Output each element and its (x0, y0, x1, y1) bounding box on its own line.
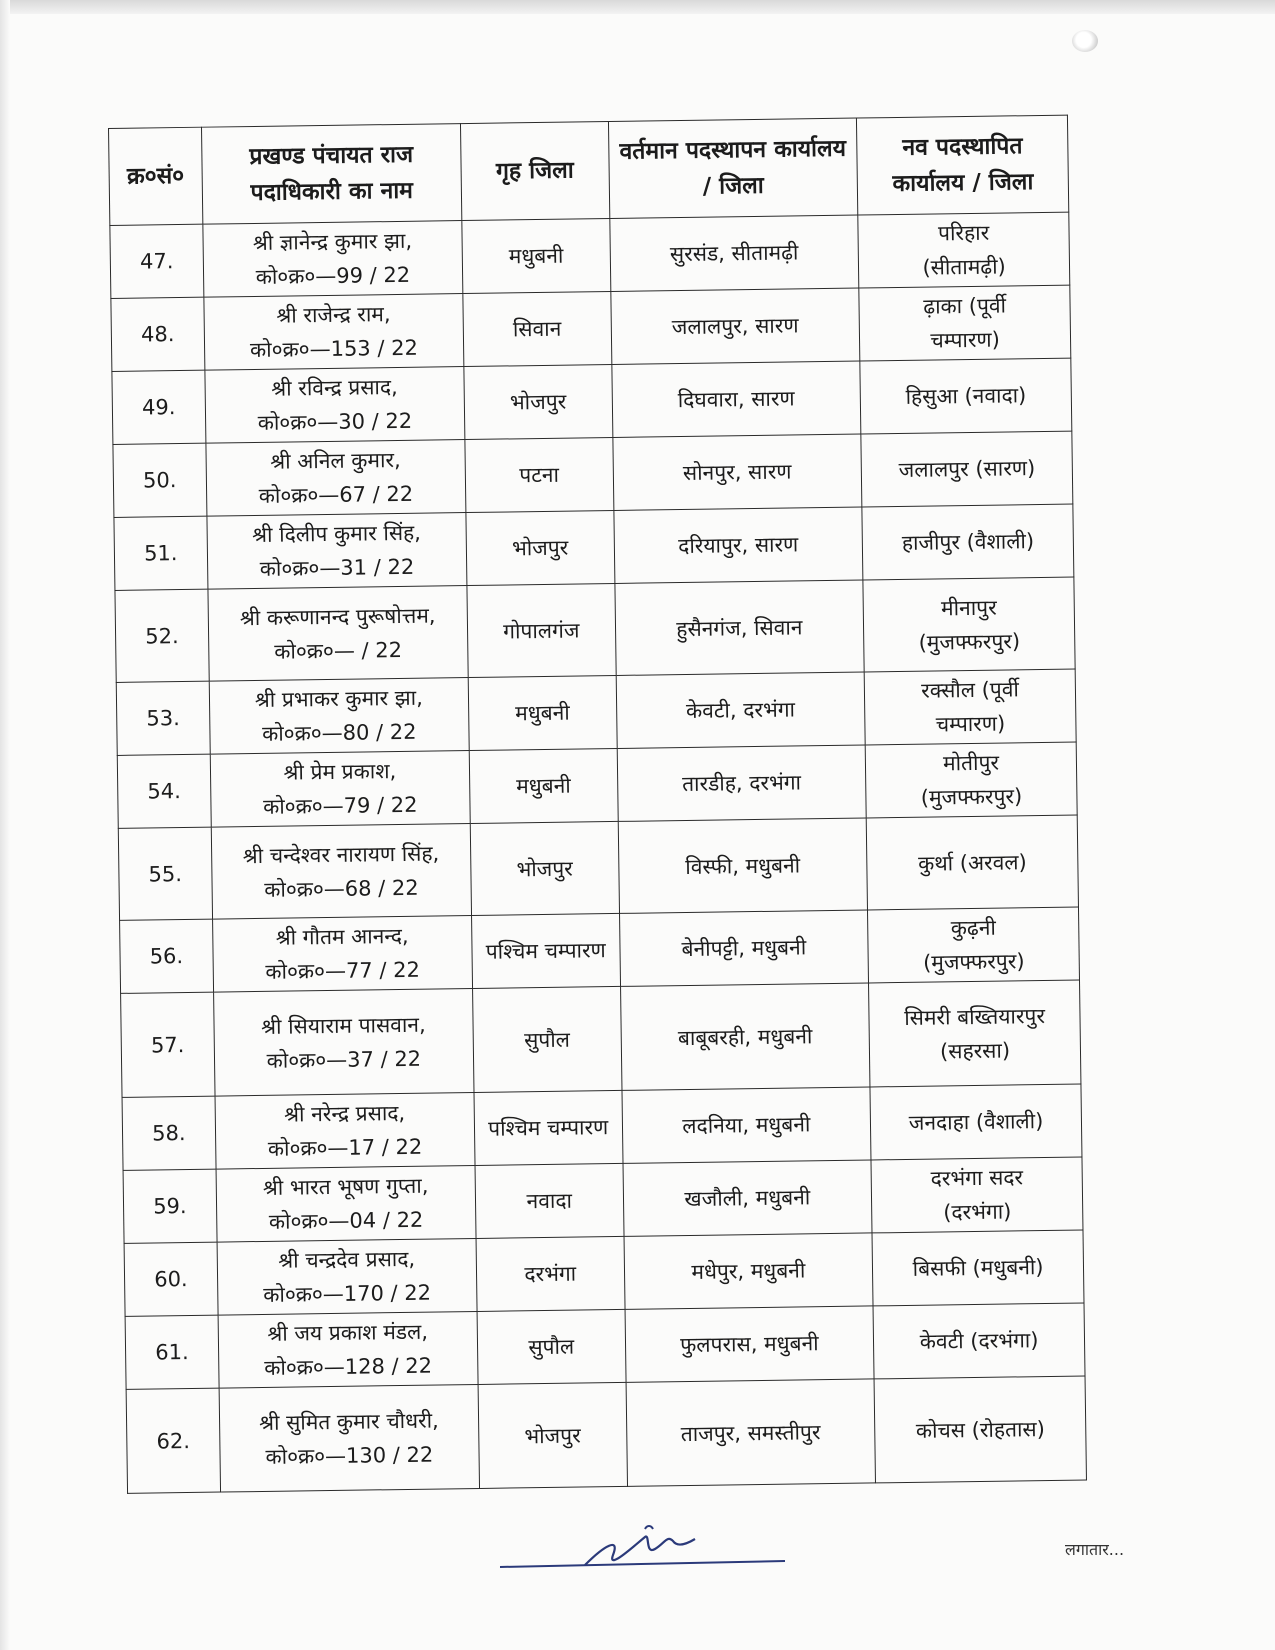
table-row (117, 742, 1077, 828)
cell-new-posting (869, 980, 1081, 1087)
cell-new-posting (865, 742, 1077, 818)
cell-new-posting (864, 669, 1076, 745)
cell-current-posting: ताजपुर, समस्तीपुर (626, 1379, 876, 1486)
header-current-posting: वर्तमान पदस्थापन कार्यालय / जिला (608, 118, 858, 218)
cell-officer (212, 916, 472, 993)
officer-code: को०क्र०—17 / 22 (267, 1134, 423, 1161)
new-posting-line2: चम्पारण) (930, 327, 1000, 353)
cell-sno: 47. (110, 224, 204, 298)
officer-code: को०क्र०— / 22 (274, 637, 403, 664)
new-posting-line2: (मुजफ्फरपुर) (922, 949, 1025, 975)
officer-code: को०क्र०—67 / 22 (258, 481, 414, 508)
new-posting-line1: कुढ़नी (950, 915, 997, 941)
cell-new-posting (871, 1157, 1083, 1233)
new-posting-line2: (मुजफ्फरपुर) (920, 784, 1023, 810)
officer-name: श्री सुमित कुमार चौधरी, (258, 1408, 439, 1435)
cell-home-district: मधुबनी (468, 675, 617, 750)
header-sno: क्र०सं० (109, 127, 203, 225)
cell-sno: 54. (117, 754, 211, 828)
new-posting-line1: रक्सौल (पूर्वी (921, 677, 1020, 703)
table-row (121, 980, 1081, 1097)
cell-sno: 50. (113, 443, 207, 517)
table-row (124, 1230, 1084, 1316)
officer-name: श्री राजेन्द्र राम, (276, 302, 391, 328)
officer-code: को०क्र०—68 / 22 (264, 875, 419, 902)
header-new-posting: नव पदस्थापित कार्यालय / जिला (857, 115, 1069, 215)
officer-code: को०क्र०—04 / 22 (268, 1207, 424, 1234)
officer-name: श्री रविन्द्र प्रसाद, (271, 374, 398, 401)
cell-new-posting (873, 1303, 1085, 1379)
cell-new-posting (866, 815, 1078, 910)
officer-code: को०क्र०—79 / 22 (262, 792, 418, 819)
cell-home-district: भोजपुर (478, 1382, 627, 1488)
cell-new-posting (872, 1230, 1084, 1306)
cell-home-district: दरभंगा (476, 1236, 625, 1311)
new-posting-line2: चम्पारण) (935, 711, 1006, 737)
cell-home-district: भोजपुर (466, 510, 615, 585)
cell-new-posting (860, 358, 1072, 434)
new-posting-line1: परिहार (937, 220, 990, 246)
cell-new-posting (863, 577, 1075, 672)
cell-current-posting: दिघवारा, सारण (611, 361, 861, 437)
new-posting-line1: बिसफी (मधुबनी) (912, 1255, 1044, 1281)
cell-officer (213, 988, 474, 1096)
officer-code: को०क्र०—77 / 22 (265, 957, 420, 984)
cell-sno: 57. (121, 992, 215, 1097)
cell-officer (210, 751, 470, 828)
officer-code: को०क्र०—170 / 22 (263, 1280, 432, 1307)
officer-name: श्री जय प्रकाश मंडल, (267, 1319, 429, 1346)
cell-officer (206, 440, 466, 517)
new-posting-line1: जलालपुर (सारण) (898, 456, 1036, 482)
table-row (118, 815, 1078, 920)
officer-name: श्री अनिल कुमार, (270, 447, 401, 474)
cell-current-posting: सुरसंड, सीतामढ़ी (609, 215, 859, 291)
cell-home-district: मधुबनी (462, 219, 611, 294)
officer-code: को०क्र०—80 / 22 (261, 719, 417, 746)
cell-current-posting: लदनिया, मधुबनी (621, 1087, 871, 1163)
cell-sno: 48. (111, 297, 205, 371)
punch-hole (1072, 30, 1098, 52)
officer-name: श्री नरेन्द्र प्रसाद, (284, 1100, 406, 1127)
cell-home-district: पश्चिम चम्पारण (474, 1090, 623, 1165)
new-posting-line1: जनदाहा (वैशाली) (908, 1109, 1044, 1135)
new-posting-line1: कुर्था (अरवल) (917, 849, 1027, 876)
cell-new-posting (861, 431, 1073, 507)
cell-current-posting: खजौली, मधुबनी (623, 1160, 873, 1236)
cell-home-district: नवादा (475, 1163, 624, 1238)
cell-officer (207, 513, 467, 590)
new-posting-line1: दरभंगा सदर (930, 1165, 1024, 1191)
cell-current-posting: बेनीपट्टी, मधुबनी (619, 910, 869, 986)
cell-new-posting (862, 504, 1074, 580)
new-posting-line2: (सीतामढ़ी) (922, 254, 1006, 280)
header-home-district: गृह जिला (460, 122, 609, 221)
cell-sno: 49. (112, 370, 206, 444)
new-posting-line1: हिसुआ (नवादा) (905, 383, 1027, 409)
cell-sno: 51. (114, 516, 208, 590)
officer-name: श्री ज्ञानेन्द्र कुमार झा, (252, 228, 413, 255)
cell-home-district: सुपौल (473, 986, 622, 1092)
cell-current-posting: सोनपुर, सारण (612, 434, 862, 510)
cell-home-district: भोजपुर (470, 821, 619, 915)
table-row (114, 504, 1074, 590)
cell-officer (203, 221, 463, 298)
continued-note: लगातार... (1065, 1540, 1125, 1559)
new-posting-line1: हाजीपुर (वैशाली) (901, 529, 1035, 555)
officer-code: को०क्र०—128 / 22 (264, 1353, 433, 1380)
cell-sno: 52. (115, 589, 209, 682)
cell-officer (216, 1165, 476, 1242)
table-row (111, 285, 1071, 371)
cell-sno: 61. (125, 1315, 219, 1389)
cell-home-district: सुपौल (477, 1309, 626, 1384)
cell-sno: 62. (126, 1388, 220, 1493)
officer-name: श्री भारत भूषण गुप्ता, (262, 1173, 429, 1200)
new-posting-line1: कोचस (रोहतास) (915, 1416, 1045, 1443)
cell-home-district: पश्चिम चम्पारण (471, 913, 620, 988)
cell-new-posting (870, 1084, 1082, 1160)
cell-home-district: मधुबनी (469, 748, 618, 823)
table-body (110, 212, 1087, 1493)
officer-code: को०क्र०—99 / 22 (255, 262, 411, 289)
officer-name: श्री चन्द्रदेव प्रसाद, (278, 1246, 416, 1273)
officer-code: को०क्र०—31 / 22 (259, 554, 415, 581)
table-row (125, 1303, 1085, 1389)
new-posting-line1: सिमरी बख्तियारपुर (904, 1003, 1046, 1030)
cell-current-posting: बाबूबरही, मधुबनी (620, 983, 870, 1090)
new-posting-line1: मोतीपुर (942, 750, 1000, 776)
cell-sno: 58. (122, 1096, 216, 1170)
cell-sno: 60. (124, 1242, 218, 1316)
scan-left-edge (0, 0, 10, 1650)
cell-current-posting: मधेपुर, मधुबनी (624, 1233, 874, 1309)
cell-home-district: भोजपुर (464, 364, 613, 439)
officer-code: को०क्र०—130 / 22 (265, 1442, 434, 1469)
cell-home-district: पटना (465, 437, 614, 512)
cell-home-district: गोपालगंज (467, 583, 616, 677)
table-row (122, 1084, 1082, 1170)
cell-current-posting: हुसैनगंज, सिवान (614, 580, 864, 675)
table-row (126, 1376, 1086, 1493)
new-posting-line1: केवटी (दरभंगा) (919, 1328, 1039, 1354)
cell-current-posting: जलालपुर, सारण (610, 288, 860, 364)
header-name: प्रखण्ड पंचायत राज पदाधिकारी का नाम (201, 124, 462, 225)
new-posting-line1: ढ़ाका (पूर्वी (923, 293, 1007, 319)
cell-current-posting: फुलपरास, मधुबनी (625, 1306, 875, 1382)
cell-officer (209, 678, 469, 755)
table-row (112, 358, 1072, 444)
cell-new-posting (858, 212, 1070, 288)
officer-code: को०क्र०—37 / 22 (266, 1046, 422, 1073)
cell-current-posting: तारडीह, दरभंगा (617, 745, 867, 821)
cell-officer (208, 586, 468, 682)
cell-current-posting: दरियापुर, सारण (613, 507, 863, 583)
cell-sno: 59. (123, 1169, 217, 1243)
cell-sno: 55. (118, 827, 212, 920)
cell-officer (211, 824, 471, 920)
cell-officer (218, 1311, 478, 1388)
officer-name: श्री दिलीप कुमार सिंह, (252, 520, 422, 548)
cell-officer (217, 1238, 477, 1315)
transfer-table (108, 115, 1087, 1494)
new-posting-line2: (सहरसा) (939, 1037, 1011, 1063)
cell-officer (215, 1092, 475, 1169)
officer-name: श्री प्रभाकर कुमार झा, (254, 685, 423, 713)
officer-name: श्री करूणानन्द पुरूषोत्तम, (239, 602, 436, 630)
table-header-row (109, 115, 1069, 225)
cell-officer (219, 1384, 480, 1492)
cell-new-posting (868, 907, 1080, 983)
table-row (120, 907, 1080, 993)
cell-current-posting: विस्फी, मधुबनी (618, 818, 868, 913)
new-posting-line2: (मुजफ्फरपुर) (918, 628, 1021, 655)
table-row (110, 212, 1070, 298)
new-posting-line2: (दरभंगा) (943, 1199, 1012, 1225)
cell-new-posting (859, 285, 1071, 361)
table-row (123, 1157, 1083, 1243)
officer-code: को०क्र०—30 / 22 (257, 408, 413, 435)
scan-top-edge (0, 0, 1275, 14)
table-row (113, 431, 1073, 517)
cell-sno: 53. (116, 681, 210, 755)
cell-officer (205, 367, 465, 444)
table-row (115, 577, 1075, 682)
cell-current-posting: केवटी, दरभंगा (616, 672, 866, 748)
cell-sno: 56. (120, 919, 214, 993)
cell-officer (204, 294, 464, 371)
new-posting-line1: मीनापुर (940, 595, 997, 620)
officer-code: को०क्र०—153 / 22 (249, 335, 418, 363)
officer-name: श्री सियाराम पासवान, (260, 1012, 426, 1039)
officer-name: श्री गौतम आनन्द, (275, 923, 409, 950)
cell-new-posting (874, 1376, 1086, 1483)
signature (495, 1515, 795, 1575)
officer-name: श्री चन्देश्वर नारायण सिंह, (242, 840, 440, 868)
cell-home-district: सिवान (463, 292, 612, 367)
officer-name: श्री प्रेम प्रकाश, (283, 759, 397, 785)
table-row (116, 669, 1076, 755)
